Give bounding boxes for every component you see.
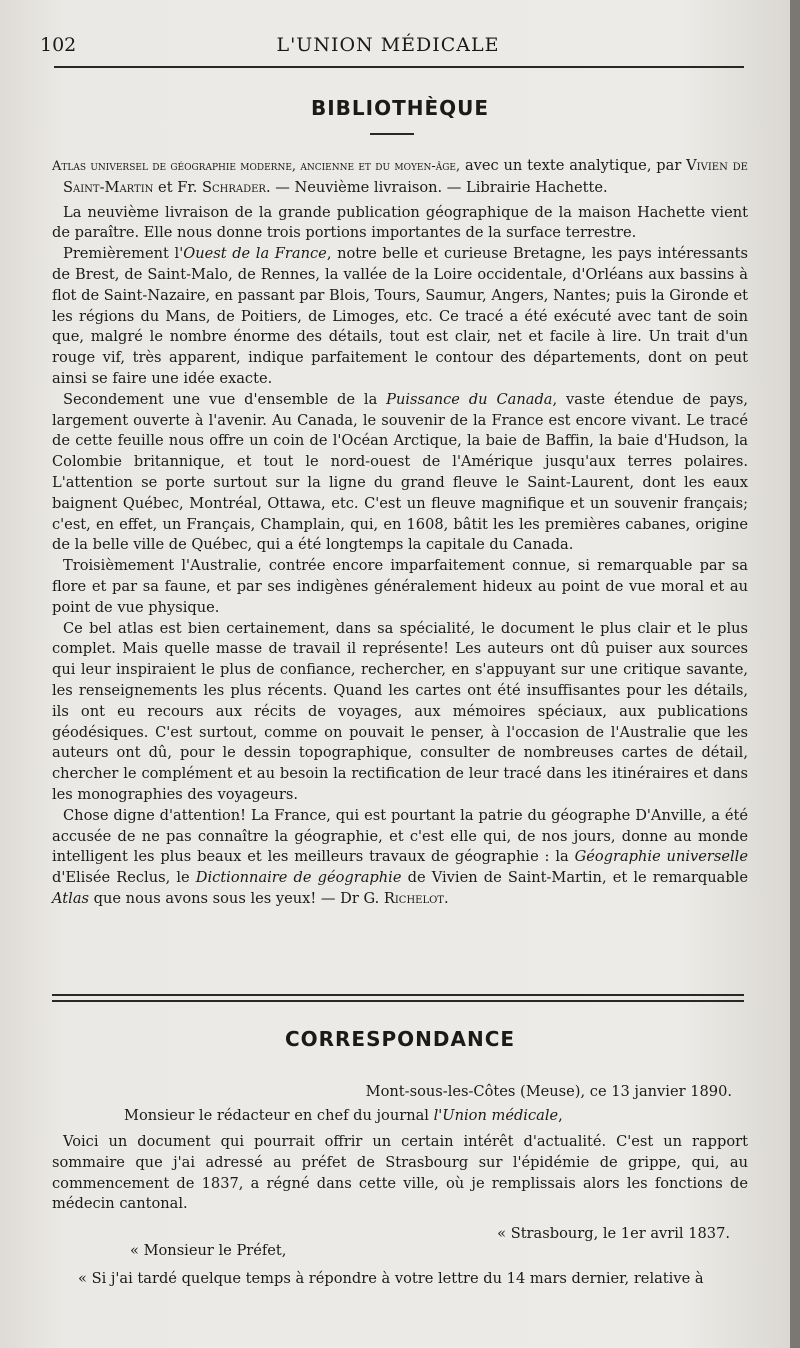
text-run: Premièrement l' — [63, 245, 184, 263]
correspondance-title: CORRESPONDANCE — [284, 1027, 516, 1051]
italic-run: Géographie universelle — [574, 848, 748, 866]
paragraph: La neuvième livraison de la grande publication géographique de la maison Hachette vient de paraître. Elle nous donne trois portions importantes de la surface terrestre. — [52, 203, 748, 242]
running-head: L'UNION MÉDICALE — [276, 34, 500, 56]
letter-greeting: « Monsieur le Préfet, — [130, 1242, 287, 1259]
text-run: , vaste étendue de pays, largement ouverte à l'avenir. Au Canada, le souvenir de la France est encore vivant. Le tracé de cette feuille nous offre un coin de l'Océan Arctique, la baie de Baffin, la baie d'Hudson, la Colombie britannique, et tout le nord-ouest de l'Amérique jusqu'aux terres polaires. L'attention se porte surtout sur la ligne du grand fleuve le Saint-Laurent, dont les eaux baignent Québec, Montréal, Ottawa, etc. C'est un fleuve magnifique et un souvenir français; c'est, en effet, un Français, Champlain, qui, en 1608, bâtit les les premières cabanes, origine de la belle ville de Québec, qui a été longtemps la capitale du Canada. — [52, 390, 748, 554]
page-number: 102 — [40, 34, 77, 56]
text-run: d'Elisée Reclus, le — [52, 869, 196, 887]
entry-text: et Fr. — [153, 178, 202, 196]
italic-run: Dictionnaire de géographie — [195, 869, 402, 887]
letter-dateline: Mont-sous-les-Côtes (Meuse), ce 13 janvier 1890. — [365, 1083, 732, 1100]
text-run: , — [558, 1107, 563, 1124]
signature: Richelot — [383, 889, 444, 907]
entry-publisher: . — Neuvième livraison. — Librairie Hachette. — [265, 178, 608, 196]
entry-author: Schrader — [201, 178, 266, 196]
italic-run: Puissance du Canada — [386, 390, 553, 408]
italic-run: Ouest de la France — [183, 245, 327, 263]
entry-text: avec un texte analytique, par — [460, 157, 687, 174]
paragraph — [52, 244, 748, 390]
header-rule — [54, 66, 744, 68]
paragraph: Troisièmement l'Australie, contrée encore imparfaitement connue, si remarquable par sa flore et par sa faune, et par ses indigènes généralement hideux au point de vue moral et au point de vue physique. — [52, 557, 748, 616]
correspondance-body — [52, 1132, 748, 1215]
paragraph: Voici un document qui pourrait offrir un certain intérêt d'actualité. C'est un rapport sommaire que j'ai adressé au préfet de Strasbourg sur l'épidémie de grippe, qui, au commencement de 1837, a régné dans cette ville, où je remplissais alors les fonctions de médecin cantonal. — [52, 1133, 748, 1213]
text-run: Chose digne d'attention! La France, qui est pourtant la patrie du géographe D'Anville, a été accusée de ne pas connaître la géographie, et c'est elle qui, de nos jours, donne au monde intelligent les plus beaux et les meilleurs travaux de géographie : la — [52, 806, 748, 866]
paragraph — [52, 390, 748, 556]
entry-author: Vivien de Saint-Martin — [63, 157, 748, 196]
text-run: . — [443, 889, 449, 907]
entry-atlas-title: Atlas universel de géographie moderne, ancienne et du moyen-âge, — [52, 159, 461, 174]
page-header — [40, 34, 736, 60]
text-run: que nous avons sous les yeux! — Dr G. — [89, 889, 384, 907]
italic-run: l'Union médicale — [433, 1107, 559, 1124]
text-run: , notre belle et curieuse Bretagne, les pays intéressants de Brest, de Saint-Malo, de Rennes, la vallée de la Loire occidentale, d'Orléans aux bassins à flot de Saint-Nazaire, en passant par Blois, Tours, Saumur, Angers, Nantes; puis la Gironde et les régions du Mans, de Poitiers, de Limoges, etc. Ce tracé a été exécuté avec tant de soin que, malgré le nombre énorme des détails, tout est clair, net et facile à lire. Un trait d'un rouge vif, très apparent, indique parfaitement le contour des départements, dont on peut ainsi se faire une idée exacte. — [52, 245, 748, 387]
letter-date: « Strasbourg, le 1er avril 1837. — [497, 1225, 730, 1242]
salutation — [124, 1107, 563, 1124]
bibliotheque-body — [52, 156, 748, 910]
title-underline — [370, 133, 414, 135]
italic-run: Atlas — [52, 889, 90, 907]
bibliotheque-title: BIBLIOTHÈQUE — [310, 96, 490, 120]
paragraph: Ce bel atlas est bien certainement, dans sa spécialité, le document le plus clair et le plus complet. Mais quelle masse de travail il représente! Les auteurs ont dû puiser aux sources qui leur inspiraient le plus de confiance, rechercher, en s'appuyant sur une critique savante, les renseignements les plus récents. Quand les cartes ont été insuffisantes pour les détails, ils ont eu recours aux récits de voyages, aux mémoires spéciaux, aux publications géodésiques. C'est surtout, comme on pouvait le penser, à l'occasion de l'Australie que les auteurs ont dû, pour le dessin topographique, consulter de nombreuses cartes de détail, chercher le complément et au besoin la rectification de leur tracé dans les itinéraires et dans les monographies des voyageurs. — [52, 619, 748, 803]
text-run: de Vivien de Saint-Martin, et le remarquable — [401, 869, 748, 887]
letter-first-line: « Si j'ai tardé quelque temps à répondre à votre lettre du 14 mars dernier, relative à — [78, 1270, 704, 1287]
bibliographic-entry — [52, 156, 748, 199]
text-run: Monsieur le rédacteur en chef du journal — [124, 1107, 434, 1124]
paragraph — [52, 806, 748, 910]
section-divider — [52, 994, 744, 1002]
page-edge-shadow — [790, 0, 800, 1348]
text-run: Secondement une vue d'ensemble de la — [63, 390, 387, 408]
